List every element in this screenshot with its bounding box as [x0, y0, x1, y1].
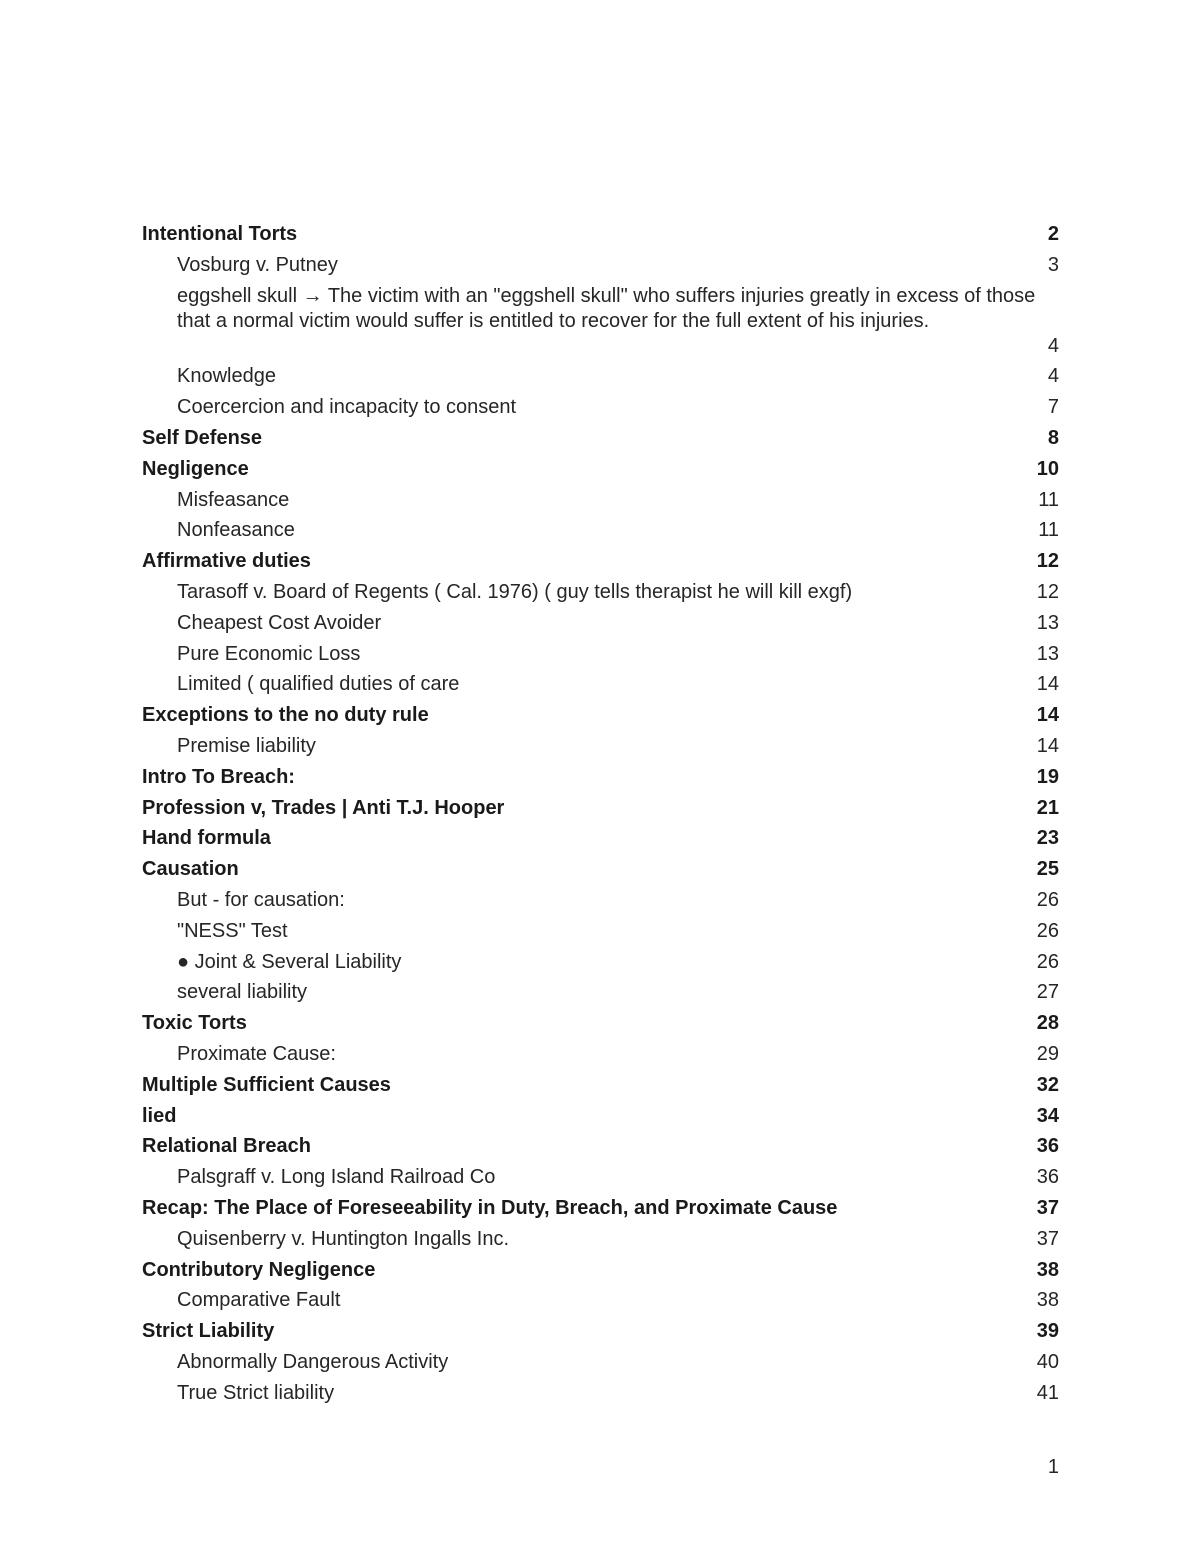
toc-heading-entry[interactable] — [142, 1196, 1059, 1221]
table-of-contents — [142, 222, 1059, 1411]
toc-subentry[interactable] — [142, 1227, 1059, 1252]
toc-subentry[interactable] — [142, 734, 1059, 759]
toc-entry-page: 39 — [1036, 1320, 1059, 1343]
toc-entry-title: Proximate Cause: — [177, 1042, 336, 1065]
toc-entry-title: Recap: The Place of Foreseeability in Duty, Breach, and Proximate Cause — [142, 1196, 838, 1219]
toc-entry-title: Quisenberry v. Huntington Ingalls Inc. — [177, 1227, 510, 1250]
toc-entry-title: Premise liability — [177, 734, 316, 757]
toc-entry-title: True Strict liability — [177, 1381, 335, 1404]
toc-entry-page: 13 — [1036, 611, 1059, 634]
toc-subentry[interactable] — [142, 1350, 1059, 1375]
toc-entry-page: 11 — [1038, 488, 1059, 511]
toc-entry-page: 13 — [1036, 642, 1059, 665]
toc-entry-title: But - for causation: — [177, 888, 345, 911]
toc-entry-page: 26 — [1036, 950, 1059, 973]
toc-heading-entry[interactable] — [142, 826, 1059, 851]
page-number: 1 — [1047, 1456, 1059, 1478]
toc-subentry[interactable] — [142, 395, 1059, 420]
toc-heading-entry[interactable] — [142, 1258, 1059, 1283]
toc-subentry[interactable] — [142, 1042, 1059, 1067]
toc-subentry[interactable] — [142, 1165, 1059, 1190]
toc-entry-page: 12 — [1036, 550, 1059, 573]
toc-entry-page: 37 — [1036, 1227, 1059, 1250]
toc-entry-page: 28 — [1036, 1012, 1059, 1035]
toc-subentry[interactable] — [142, 1288, 1059, 1313]
toc-entry-page: 29 — [1036, 1042, 1059, 1065]
toc-heading-entry[interactable] — [142, 765, 1059, 790]
toc-heading-entry[interactable] — [142, 222, 1059, 247]
toc-heading-entry[interactable] — [142, 1104, 1059, 1129]
toc-entry-page: 26 — [1036, 888, 1059, 911]
toc-entry-page: 38 — [1036, 1289, 1059, 1312]
toc-entry-title: Coercercion and incapacity to consent — [177, 396, 517, 419]
toc-entry-page: 3 — [1047, 253, 1059, 276]
toc-entry-page: 37 — [1036, 1196, 1059, 1219]
toc-entry-title: Knowledge — [177, 365, 276, 388]
toc-subentry[interactable] — [142, 919, 1059, 944]
toc-heading-entry[interactable] — [142, 796, 1059, 821]
toc-entry-title: Nonfeasance — [177, 519, 295, 542]
toc-entry-page: 11 — [1038, 519, 1059, 542]
toc-entry-title: Profession v, Trades | Anti T.J. Hooper — [142, 796, 505, 819]
toc-heading-entry[interactable] — [142, 549, 1059, 574]
toc-entry-page: 10 — [1036, 457, 1059, 480]
toc-entry-page: 38 — [1036, 1258, 1059, 1281]
toc-entry-page: 14 — [1036, 734, 1059, 757]
toc-entry-page: 7 — [1047, 396, 1059, 419]
toc-subentry[interactable] — [142, 642, 1059, 667]
toc-entry-page: 2 — [1047, 223, 1059, 245]
toc-entry-title: lied — [142, 1104, 177, 1127]
toc-entry-page: 12 — [1036, 580, 1059, 603]
toc-entry-title: Pure Economic Loss — [177, 642, 361, 665]
toc-entry-page: 25 — [1036, 858, 1059, 881]
toc-entry-title: Self Defense — [142, 426, 263, 449]
toc-entry-title: Tarasoff v. Board of Regents ( Cal. 1976) ( guy tells therapist he will kill exgf) — [177, 580, 853, 603]
toc-entry-page: 14 — [1036, 704, 1059, 727]
toc-entry-title: Vosburg v. Putney — [177, 253, 338, 276]
toc-subentry[interactable] — [142, 488, 1059, 513]
toc-entry-title: Limited ( qualified duties of care — [177, 673, 460, 696]
toc-entry-title: Negligence — [142, 457, 249, 480]
toc-subentry[interactable] — [142, 888, 1059, 913]
toc-subentry[interactable] — [142, 284, 1059, 359]
toc-entry-title: Toxic Torts — [142, 1012, 247, 1035]
toc-entry-title: Strict Liability — [142, 1320, 275, 1343]
toc-heading-entry[interactable] — [142, 1073, 1059, 1098]
toc-entry-page: 4 — [1047, 365, 1059, 388]
toc-entry-page: 27 — [1036, 981, 1059, 1004]
toc-entry-page: 41 — [1036, 1381, 1059, 1404]
toc-entry-page: 23 — [1036, 827, 1059, 850]
toc-subentry[interactable] — [142, 1381, 1059, 1406]
toc-entry-title: Contributory Negligence — [142, 1258, 376, 1281]
toc-entry-title: Comparative Fault — [177, 1289, 341, 1312]
toc-entry-title: Hand formula — [142, 827, 271, 850]
toc-entry-title: Causation — [142, 858, 239, 881]
toc-entry-title: Intro To Breach: — [142, 765, 295, 788]
toc-entry-title: ● Joint & Several Liability — [177, 950, 402, 973]
toc-heading-entry[interactable] — [142, 1134, 1059, 1159]
toc-entry-page: 14 — [1036, 673, 1059, 696]
toc-entry-page: 34 — [1036, 1104, 1059, 1127]
toc-entry-title: several liability — [177, 981, 308, 1004]
toc-heading-entry[interactable] — [142, 426, 1059, 451]
toc-subentry[interactable] — [142, 980, 1059, 1005]
toc-entry-page: 21 — [1036, 796, 1059, 819]
toc-subentry[interactable] — [142, 950, 1059, 975]
toc-heading-entry[interactable] — [142, 703, 1059, 728]
toc-entry-title: Cheapest Cost Avoider — [177, 611, 382, 634]
toc-entry-page: 36 — [1036, 1135, 1059, 1158]
toc-subentry[interactable] — [142, 253, 1059, 278]
toc-entry-page: 19 — [1036, 765, 1059, 788]
toc-entry-title: Affirmative duties — [142, 550, 311, 573]
toc-entry-title: Palsgraff v. Long Island Railroad Co — [177, 1166, 496, 1189]
toc-entry-page: 32 — [1036, 1073, 1059, 1096]
toc-entry-title: eggshell skull → The victim with an "eggshell skull" who suffers injuries greatly in excess of those that a normal victim would suffer is entitled to recover for the full extent of his injuries. — [177, 284, 1036, 332]
toc-subentry[interactable] — [142, 611, 1059, 636]
toc-entry-page: 8 — [1047, 426, 1059, 449]
toc-entry-title: Intentional Torts — [142, 223, 298, 245]
toc-entry-title: Exceptions to the no duty rule — [142, 704, 429, 727]
toc-subentry[interactable] — [142, 672, 1059, 697]
toc-subentry[interactable] — [142, 518, 1059, 543]
toc-entry-page: 26 — [1036, 919, 1059, 942]
toc-heading-entry[interactable] — [142, 857, 1059, 882]
toc-entry-title: Relational Breach — [142, 1135, 311, 1158]
toc-entry-title: Multiple Sufficient Causes — [142, 1073, 391, 1096]
toc-heading-entry[interactable] — [142, 457, 1059, 482]
toc-subentry[interactable] — [142, 580, 1059, 605]
toc-entry-page: 40 — [1036, 1350, 1059, 1373]
toc-subentry[interactable] — [142, 364, 1059, 389]
toc-entry-page: 36 — [1036, 1166, 1059, 1189]
toc-heading-entry[interactable] — [142, 1011, 1059, 1036]
toc-entry-title: Misfeasance — [177, 488, 290, 511]
toc-entry-title: Abnormally Dangerous Activity — [177, 1350, 449, 1373]
toc-entry-title: "NESS" Test — [177, 919, 288, 942]
toc-heading-entry[interactable] — [142, 1319, 1059, 1344]
toc-entry-page: 4 — [1047, 334, 1059, 357]
